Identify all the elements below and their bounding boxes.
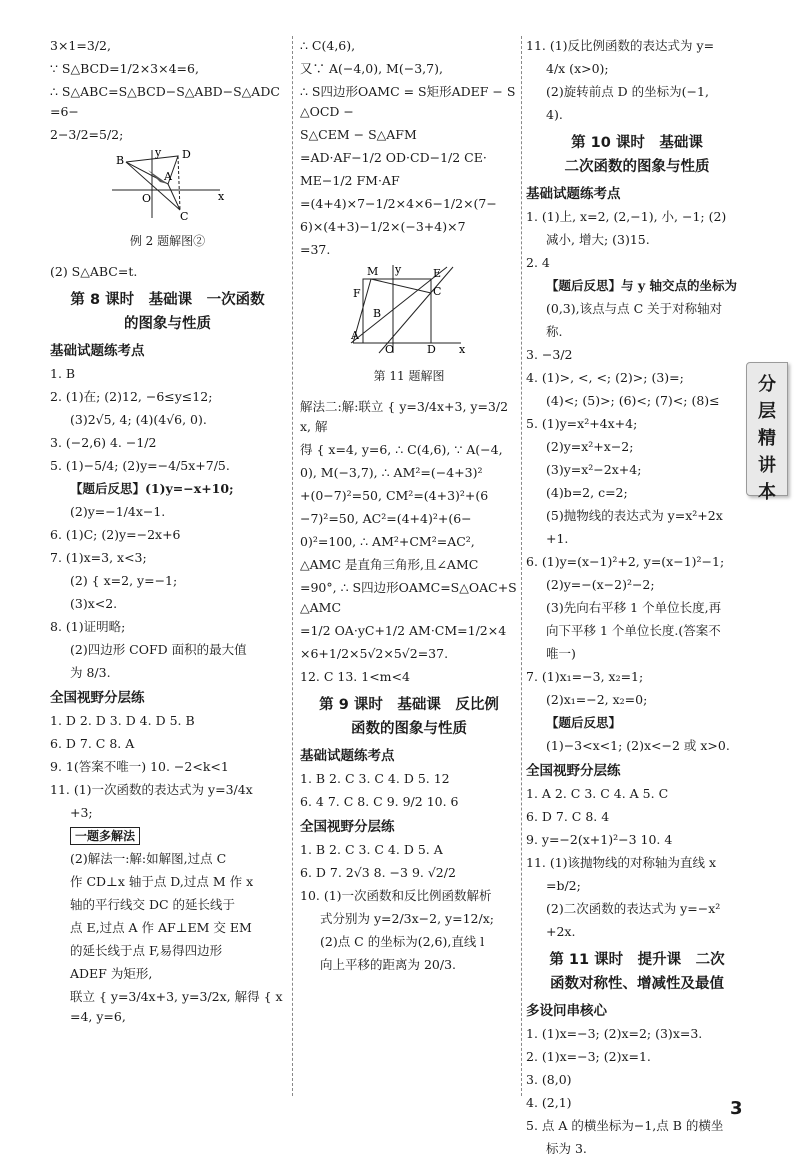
lesson-subtitle: 二次函数的图象与性质	[564, 159, 710, 175]
lesson-title: 第 11 课时 提升课 二次	[549, 952, 725, 968]
answer-item: 6. D 7. 2√3 8. −3 9. √2/2	[300, 865, 456, 880]
fig-label: x	[217, 190, 224, 203]
answer-item: (3)先向右平移 1 个单位长度,再	[546, 600, 722, 615]
answer-item: 【题后反思】(1)y=−x+10;	[70, 481, 234, 496]
answer-item: (2)y=x²+x−2;	[546, 439, 634, 454]
answer-item: (3)y=x²−2x+4;	[546, 462, 642, 477]
fig-label: F	[353, 287, 361, 300]
fig-label: D	[181, 148, 191, 161]
text-line: ∴ S四边形OAMC = S矩形ADEF − S△OCD −	[300, 84, 516, 119]
answer-item: 4. (2,1)	[526, 1095, 572, 1110]
answer-item: 2. (1)x=−3; (2)x=1.	[526, 1049, 651, 1064]
answer-item: 6. D 7. C 8. 4	[526, 809, 610, 824]
solution-line: 得 { x=4, y=6, ∴ C(4,6), ∵ A(−4,	[300, 442, 503, 457]
answer-item: (4)b=2, c=2;	[546, 485, 628, 500]
solution-line: 0)²=100, ∴ AM²+CM²=AC²,	[300, 534, 475, 549]
figure-caption: 例 2 题解图②	[129, 234, 206, 248]
fig-label: x	[459, 343, 466, 355]
answer-item: 1. A 2. C 3. C 4. A 5. C	[526, 786, 669, 801]
fig-label: O	[141, 192, 151, 205]
answer-item: (4)<; (5)>; (6)<; (7)<; (8)≤	[546, 393, 720, 408]
text-line: =(4+4)×7−1/2×4×6−1/2×(7−	[300, 196, 497, 211]
side-tab-char: 本	[758, 482, 776, 503]
answer-item: 11. (1)一次函数的表达式为 y=3/4x	[50, 782, 253, 797]
side-tab	[746, 362, 788, 503]
answer-item: 2. (1)在; (2)12, −6≤y≤12;	[50, 389, 213, 404]
fig-label: O	[385, 343, 395, 355]
solution-line: 0), M(−3,7), ∴ AM²=(−4+3)²	[300, 465, 483, 480]
answer-item: 标为 3.	[546, 1141, 587, 1156]
multi-method-row	[50, 826, 285, 846]
text-line: (2) S△ABC=t.	[50, 264, 138, 279]
answer-item: 1. D 2. D 3. D 4. D 5. B	[50, 713, 195, 728]
section-heading: 全国视野分层练	[50, 690, 145, 706]
answer-item: +3;	[70, 805, 93, 820]
section-heading: 多设问串核心	[526, 1003, 607, 1019]
solution-line: △AMC 是直角三角形,且∠AMC	[300, 557, 479, 572]
answer-item: 1. (1)x=−3; (2)x=2; (3)x=3.	[526, 1026, 703, 1041]
answer-item: 6. 4 7. C 8. C 9. 9/2 10. 6	[300, 794, 459, 809]
solution-line: 解法二:解:联立 { y=3/4x+3, y=3/2x, 解	[300, 399, 509, 434]
solution-line: =1/2 OA·yC+1/2 AM·CM=1/2×4	[300, 623, 507, 638]
answer-item: 向上平移的距离为 20/3.	[320, 957, 457, 972]
page-number: 3	[730, 1098, 743, 1119]
segment-ac	[168, 184, 180, 210]
fig-label: A	[163, 170, 172, 183]
answer-item: 5. (1)y=x²+4x+4;	[526, 416, 638, 431]
answer-item: (3)2√5, 4; (4)(4√6, 0).	[70, 412, 207, 427]
answer-item: 2. 4	[526, 255, 550, 270]
fig-label: D	[427, 343, 436, 355]
answer-item: 1. B 2. C 3. C 4. D 5. 12	[300, 771, 450, 786]
lesson-subtitle: 函数对称性、增减性及最值	[550, 976, 724, 992]
solution-line: −7)²=50, AC²=(4+4)²+(6−	[300, 511, 472, 526]
answer-item: (1)−3<x<1; (2)x<−2 或 x>0.	[546, 738, 730, 753]
text-line: ∴ C(4,6),	[300, 38, 356, 53]
answer-item: 5. (1)−5/4; (2)y=−4/5x+7/5.	[50, 458, 230, 473]
answer-item: (2) { x=2, y=−1;	[70, 573, 178, 588]
answer-item: 12. C 13. 1<m<4	[300, 669, 410, 684]
solution-line: =90°, ∴ S四边形OAMC=S△OAC+S△AMC	[300, 580, 517, 615]
answer-item: (5)抛物线的表达式为 y=x²+2x	[546, 508, 723, 523]
text-line: 又∵ A(−4,0), M(−3,7),	[300, 61, 443, 76]
side-tab-char: 讲	[758, 455, 776, 476]
fig-label: C	[179, 210, 188, 220]
answer-item: 减小, 增大; (3)15.	[546, 232, 650, 247]
fig-label: C	[433, 285, 442, 298]
answer-item: 11. (1)反比例函数的表达式为 y=	[526, 38, 715, 53]
answer-item: 4. (1)>, <, <; (2)>; (3)=;	[526, 370, 684, 385]
text-line: =37.	[300, 242, 331, 257]
side-tab-char: 精	[758, 428, 776, 449]
text-line: ∴ S△ABC=S△BCD−S△ABD−S△ADC=6−	[50, 84, 280, 119]
text-line: ∵ S△BCD=1/2×3×4=6,	[50, 61, 199, 76]
text-line: S△CEM − S△AFM	[300, 127, 417, 142]
multi-method-label: 一题多解法	[70, 827, 140, 845]
column-divider	[521, 36, 522, 1096]
answer-item: 7. (1)x₁=−3, x₂=1;	[526, 669, 644, 684]
solution-line: +(0−7)²=50, CM²=(4+3)²+(6	[300, 488, 489, 503]
solution-line: ×6+1/2×5√2×5√2=37.	[300, 646, 449, 661]
column-right	[526, 36, 748, 1162]
answer-item: 11. (1)该抛物线的对称轴为直线 x	[526, 855, 717, 870]
lesson-subtitle: 的图象与性质	[124, 316, 211, 332]
answer-item: 式分别为 y=2/3x−2, y=12/x;	[320, 911, 494, 926]
fig-label: B	[373, 307, 382, 320]
answer-item: 【题后反思】与 y 轴交点的坐标为	[546, 278, 737, 293]
solution-line: (2)解法一:解:如解图,过点 C	[70, 851, 227, 866]
line-oc	[379, 267, 453, 353]
section-heading: 基础试题练考点	[50, 343, 145, 359]
fig-label: B	[115, 154, 124, 167]
answer-item: 3. (8,0)	[526, 1072, 572, 1087]
solution-line: 作 CD⊥x 轴于点 D,过点 M 作 x	[70, 874, 254, 889]
lesson-title: 第 10 课时 基础课	[571, 135, 703, 151]
answer-item: 称.	[546, 324, 563, 339]
answer-item: 8. (1)证明略;	[50, 619, 126, 634]
fig-label: y	[395, 263, 402, 276]
side-tab-char: 分	[758, 374, 776, 395]
answer-item: (2)y=−1/4x−1.	[70, 504, 166, 519]
answer-item: 6. D 7. C 8. A	[50, 736, 135, 751]
solution-line: 的延长线于点 F,易得四边形	[70, 943, 223, 958]
side-tab-char: 层	[758, 401, 776, 422]
answer-item: 3. (−2,6) 4. −1/2	[50, 435, 157, 450]
text-line: ME−1/2 FM·AF	[300, 173, 400, 188]
fig-label: A	[351, 329, 359, 342]
answer-item: 向下平移 1 个单位长度.(答案不	[546, 623, 721, 638]
answer-item: (2)y=−(x−2)²−2;	[546, 577, 655, 592]
answer-item: 6. (1)y=(x−1)²+2, y=(x−1)²−1;	[526, 554, 725, 569]
solution-line: 联立 { y=3/4x+3, y=3/2x, 解得 { x=4, y=6,	[70, 989, 283, 1024]
answer-item: 5. 点 A 的横坐标为−1,点 B 的横坐	[526, 1118, 724, 1133]
segment-dc	[178, 156, 180, 210]
text-line: 6)×(4+3)−1/2×(−3+4)×7	[300, 219, 466, 234]
answer-item: (0,3),该点与点 C 关于对称轴对	[546, 301, 723, 316]
answer-item: 9. y=−2(x+1)²−3 10. 4	[526, 832, 673, 847]
answer-item: 1. B 2. C 3. C 4. D 5. A	[300, 842, 443, 857]
answer-item: +1.	[546, 531, 569, 546]
answer-item: 4).	[546, 107, 563, 122]
answer-item: =b/2;	[546, 878, 581, 893]
lesson-title: 第 8 课时 基础课 一次函数	[70, 292, 265, 308]
answer-item: (2)二次函数的表达式为 y=−x²	[546, 901, 721, 916]
fig-label: E	[433, 267, 442, 280]
answer-item: 10. (1)一次函数和反比例函数解析	[300, 888, 492, 903]
solution-line: 点 E,过点 A 作 AF⊥EM 交 EM	[70, 920, 252, 935]
column-middle	[300, 36, 518, 978]
figure-caption: 第 11 题解图	[373, 369, 445, 383]
solution-line: ADEF 为矩形,	[70, 966, 153, 981]
answer-item: (2)点 C 的坐标为(2,6),直线 l	[320, 934, 485, 949]
section-heading: 基础试题练考点	[300, 748, 395, 764]
section-heading: 基础试题练考点	[526, 186, 621, 202]
section-heading: 全国视野分层练	[300, 819, 395, 835]
answer-item: 6. (1)C; (2)y=−2x+6	[50, 527, 181, 542]
column-divider	[292, 36, 293, 1096]
column-left	[50, 36, 285, 1030]
answer-item: (2)旋转前点 D 的坐标为(−1,	[546, 84, 709, 99]
example2-figure	[108, 148, 228, 220]
answer-item: (2)x₁=−2, x₂=0;	[546, 692, 648, 707]
answer-item: +2x.	[546, 924, 576, 939]
lesson-subtitle: 函数的图象与性质	[351, 721, 467, 737]
answer-item: 4/x (x>0);	[546, 61, 609, 76]
answer-item: 为 8/3.	[70, 665, 111, 680]
fig-label: y	[154, 148, 161, 159]
text-line: 2−3/2=5/2;	[50, 127, 124, 142]
lesson-title: 第 9 课时 基础课 反比例	[319, 697, 499, 713]
answer-item: 唯一)	[546, 646, 576, 661]
question11-figure	[349, 263, 469, 355]
answer-item: (2)四边形 COFD 面积的最大值	[70, 642, 247, 657]
text-line: =AD·AF−1/2 OD·CD−1/2 CE·	[300, 150, 487, 165]
answer-item: (3)x<2.	[70, 596, 118, 611]
text-line: 3×1=3/2,	[50, 38, 111, 53]
answer-item: 1. (1)上, x=2, (2,−1), 小, −1; (2)	[526, 209, 727, 224]
answer-item: 7. (1)x=3, x<3;	[50, 550, 147, 565]
section-heading: 全国视野分层练	[526, 763, 621, 779]
answer-item: 9. 1(答案不唯一) 10. −2<k<1	[50, 759, 229, 774]
answer-item: 1. B	[50, 366, 76, 381]
answer-item: 3. −3/2	[526, 347, 573, 362]
answer-item: 【题后反思】	[546, 715, 622, 730]
solution-line: 轴的平行线交 DC 的延长线于	[70, 897, 236, 912]
fig-label: M	[367, 265, 379, 278]
